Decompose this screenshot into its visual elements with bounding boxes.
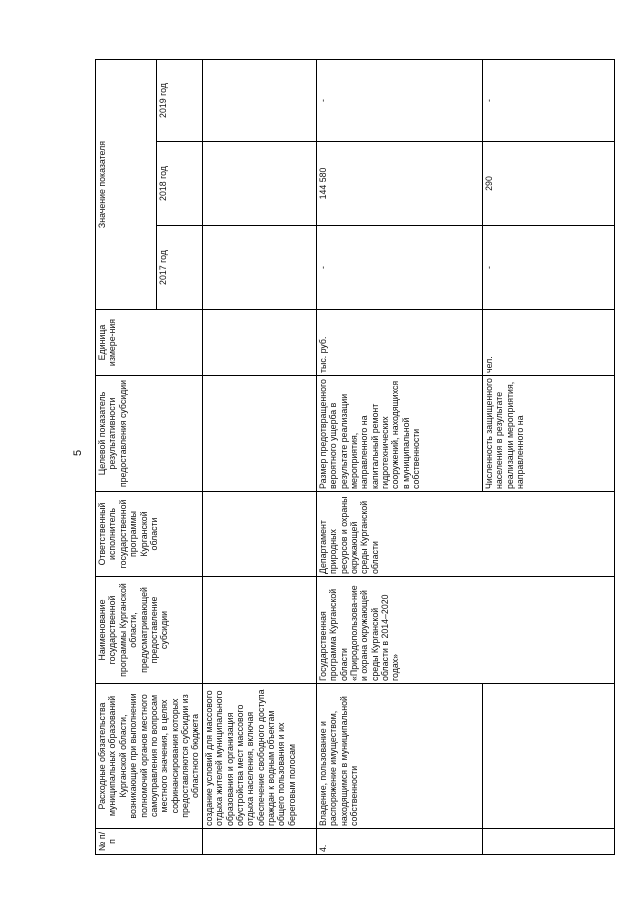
header-values-group: Значение показателя bbox=[96, 60, 157, 310]
cell-indicator: Размер предотвращенного вероятного ущерба в результате реализации мероприятия, направленного на капитальный ремонт гидротехнических сооружений, находящихся в муниципальной собственности bbox=[316, 376, 482, 492]
cell-value-2017 bbox=[202, 226, 316, 310]
cell-num: 4. bbox=[316, 829, 482, 855]
cell-obligations: Владение, пользование и распоряжение имуществом, находящимся в муниципальной собственности bbox=[316, 684, 482, 829]
header-unit: Единица измере-ния bbox=[96, 310, 203, 376]
header-executor: Ответственный исполнитель государственной программы Курганской области bbox=[96, 492, 203, 577]
cell-program: Государственная программа Курганской области «Природопользова-ние и охрана окружающей среды Курганской области в 2014–2020 годах» bbox=[316, 577, 615, 684]
page-number: 5 bbox=[72, 449, 84, 456]
header-obligations: Расходные обязательства муниципальных образований Курганской области, возникающие при выполнении полномочий органов местного самоуправления по вопросам местного значения, в целях софинансирования которых предоставляются субсидии из областного бюджета bbox=[96, 684, 203, 829]
cell-value-2018: 144 580 bbox=[316, 142, 482, 226]
cell-value-2017: - bbox=[316, 226, 482, 310]
header-year-2017: 2017 год bbox=[157, 226, 203, 310]
cell-obligations: создание условий для массового отдыха жителей муниципального образования и организация обустройства мест массового отдыха населения, включая обеспечение свободного доступа граждан к водным объектам общего пользования и их береговым полосам bbox=[202, 684, 316, 829]
cell-value-2019 bbox=[202, 60, 316, 142]
table-row bbox=[482, 60, 615, 855]
header-year-2019: 2019 год bbox=[157, 60, 203, 142]
rotated-table-wrapper bbox=[95, 60, 540, 855]
cell-unit: тыс. руб. bbox=[316, 310, 482, 376]
table-row bbox=[202, 60, 316, 855]
cell-value-2019: - bbox=[316, 60, 482, 142]
cell-executor bbox=[202, 492, 316, 577]
header-indicator: Целевой показатель результативности предоставления субсидии bbox=[96, 376, 203, 492]
header-program: Наименование государственной программы Курганской области, предусматривающей предоставление субсидии bbox=[96, 577, 203, 684]
cell-obligations bbox=[482, 684, 615, 829]
header-num: № п/п bbox=[96, 829, 203, 855]
cell-indicator: Численность защищенного населения в результате реализации мероприятия, направленного на bbox=[482, 376, 615, 492]
cell-value-2019: - bbox=[482, 60, 615, 142]
cell-indicator bbox=[202, 376, 316, 492]
cell-executor: Департамент природных ресурсов и охраны окружающей среды Курганской области bbox=[316, 492, 615, 577]
cell-unit bbox=[202, 310, 316, 376]
cell-unit: чел. bbox=[482, 310, 615, 376]
cell-num bbox=[202, 829, 316, 855]
subsidy-table bbox=[95, 59, 615, 855]
cell-program bbox=[202, 577, 316, 684]
cell-value-2018 bbox=[202, 142, 316, 226]
cell-value-2018: 290 bbox=[482, 142, 615, 226]
table-row bbox=[316, 60, 482, 855]
cell-num bbox=[482, 829, 615, 855]
cell-value-2017: - bbox=[482, 226, 615, 310]
header-year-2018: 2018 год bbox=[157, 142, 203, 226]
